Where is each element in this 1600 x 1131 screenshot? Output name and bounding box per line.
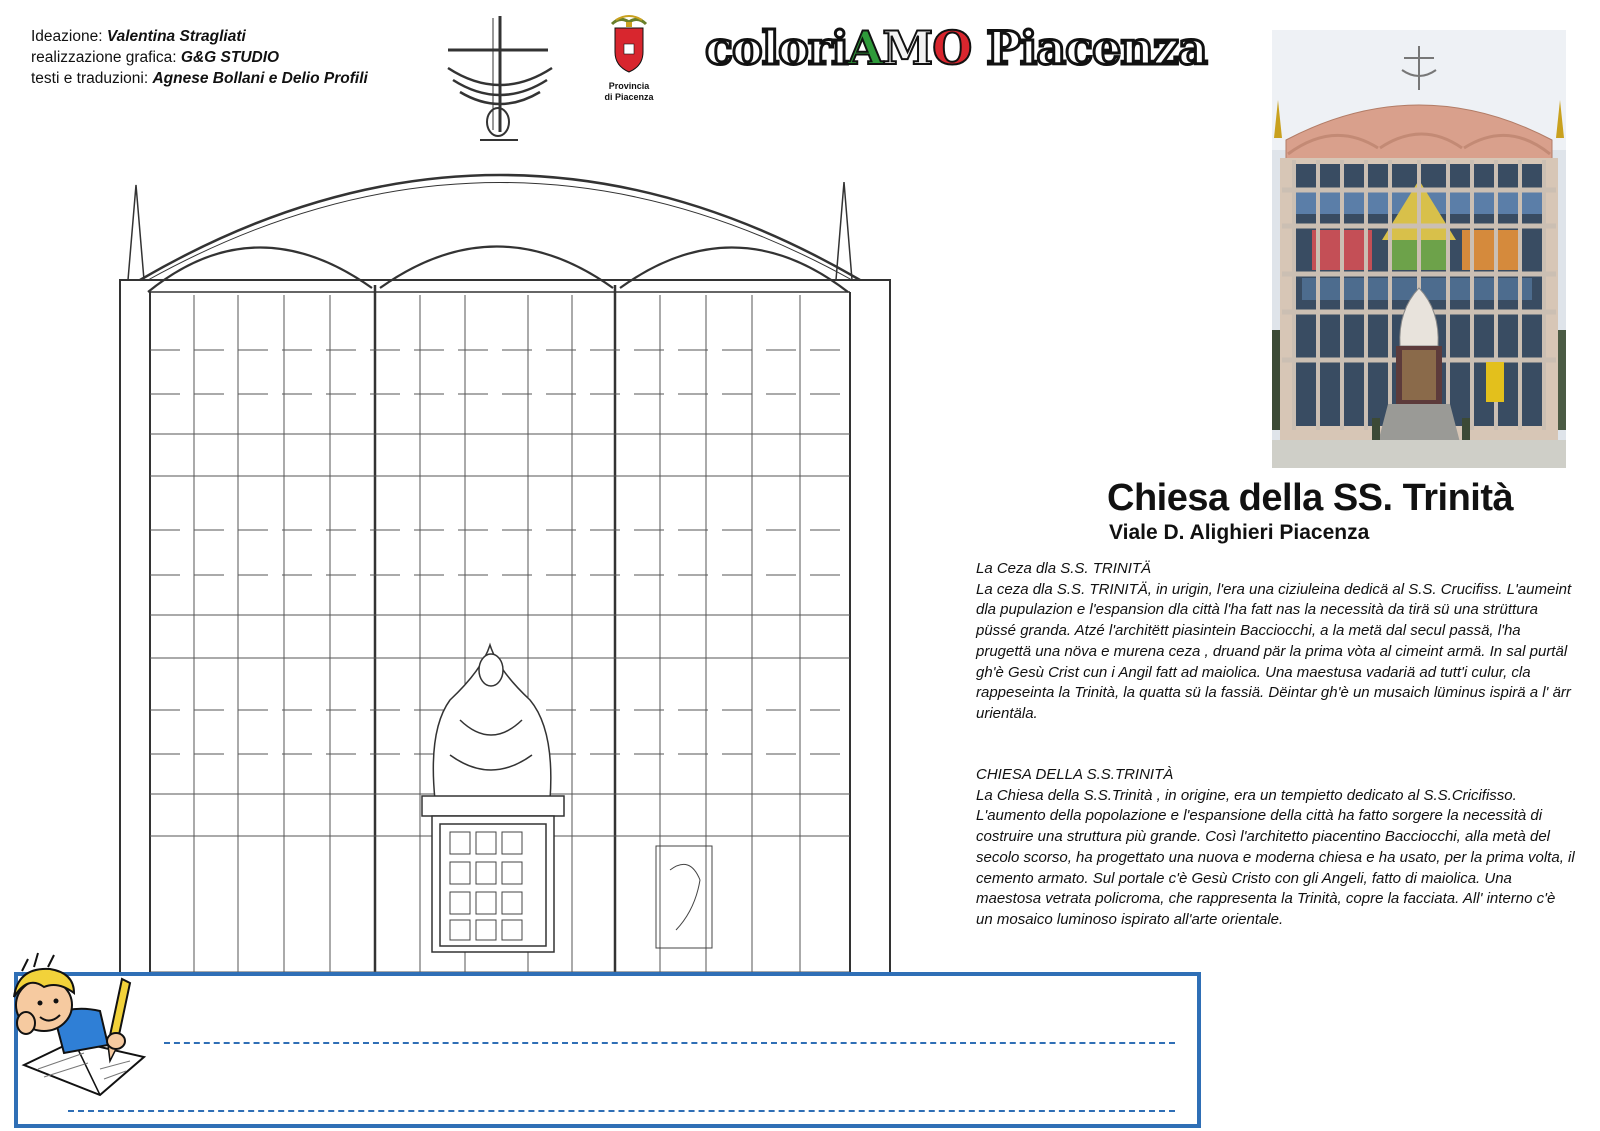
italian-body: La Chiesa della S.S.Trinità , in origine, era un tempietto dedicato al S.S.Cricifisso. L'aumento della popolazione e l'espansione della città ha fatto sorgere la necessità di costruire una struttura più grande. Così l'architetto piacentino Bacciocchi, alla metà del secolo scorso, ha progettato una nuova e moderna chiesa e ha usato, per la prima volta, il cemento armato. Sul portale c'è Gesù Cristo con gli Angeli, fatto di maiolica. Una maestosa vetrata policroma, che rappresenta la Trinità, copre la facciata. All' interno c'è un mosaico luminoso ispirato all'arte orientale. <box>976 786 1575 928</box>
italian-text <box>976 765 1576 931</box>
dialect-heading: La Ceza dla S.S. TRINITÄ <box>976 560 1152 577</box>
kid-writing-icon <box>4 945 174 1115</box>
credit-line-testi: testi e traduzioni: Agnese Bollani e Delio Profili <box>31 70 368 87</box>
page-subtitle: Viale D. Alighieri Piacenza <box>1109 521 1370 544</box>
dialect-body: La ceza dla S.S. TRINITÄ, in urigin, l'era una ciziuleina dedicä al S.S. Crucifiss. L'aumeint dla pupulazion e l'espansion dla città l'ha fatt nas la necessità da tirä sü una strüttura püssé granda. Atzé l'architëtt piasintein Bacciocchi, a la metä dal secul passä, l'ha prugettä una növa e murena ceza , druand pär la prima vòta al cimeint armä. In sal purtäl gh'è Gesù Crist cun i Angil fatt ad maiolica. Una maestusa vadariä ad tutt'i culur, cla rappeseinta la Trinità, la quatta sü la fassiä. Dëintar gh'è un musaich lüminus ispirä a l' ärr urientäla. <box>976 580 1572 722</box>
page-title: Chiesa della SS. Trinità <box>1107 477 1514 519</box>
emblem-label: Provincia di Piacenza <box>604 81 654 102</box>
writing-box[interactable] <box>14 972 1201 1128</box>
writing-line[interactable] <box>68 1110 1175 1112</box>
church-line-drawing <box>110 10 900 1128</box>
credit-line-grafica: realizzazione grafica: G&G STUDIO <box>31 49 280 66</box>
brand-logo: coloriAMO Piacenza <box>705 21 1207 75</box>
writing-line[interactable] <box>164 1042 1175 1044</box>
credit-line-ideazione: Ideazione: Valentina Stragliati <box>31 28 246 45</box>
dialect-text <box>976 559 1576 725</box>
italian-heading: CHIESA DELLA S.S.TRINITÀ <box>976 766 1174 783</box>
cross-icon <box>448 16 552 140</box>
church-photo <box>1272 30 1566 468</box>
